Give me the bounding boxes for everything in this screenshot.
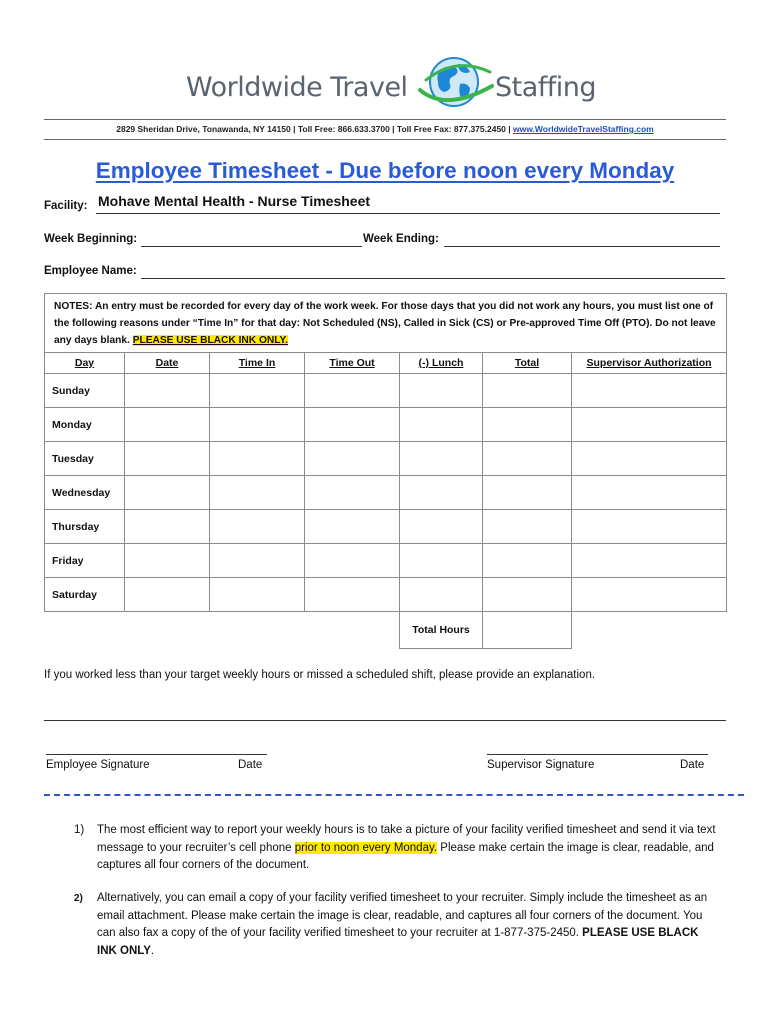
day-label: Tuesday [45, 442, 125, 476]
day-label: Thursday [45, 510, 125, 544]
total-cell[interactable] [483, 374, 572, 408]
supervisor-cell[interactable] [572, 408, 727, 442]
instruction-1-highlight: prior to noon every Monday. [294, 841, 438, 854]
instruction-2-bold: PLEASE USE BLACK INK ONLY [97, 927, 699, 957]
table-row [45, 374, 727, 408]
instruction-2 [97, 890, 719, 960]
total-cell[interactable] [483, 476, 572, 510]
time-in-cell[interactable] [210, 544, 305, 578]
day-label: Monday [45, 408, 125, 442]
supervisor-cell[interactable] [572, 578, 727, 612]
supervisor-signature-label: Supervisor Signature [487, 759, 595, 771]
col-header-date: Date [125, 353, 210, 374]
total-cell[interactable] [483, 442, 572, 476]
website-link[interactable]: www.WorldwideTravelStaffing.com [513, 124, 654, 134]
instruction-2-end: . [150, 944, 155, 957]
time-out-cell[interactable] [305, 578, 400, 612]
lunch-cell[interactable] [400, 442, 483, 476]
table-row [45, 408, 727, 442]
week-ending-label: Week Ending: [363, 233, 439, 245]
date-cell[interactable] [125, 510, 210, 544]
total-hours-label: Total Hours [400, 612, 483, 649]
dashed-divider [44, 794, 744, 796]
table-row [45, 578, 727, 612]
table-row [45, 544, 727, 578]
time-in-cell[interactable] [210, 374, 305, 408]
date-cell[interactable] [125, 544, 210, 578]
day-label: Saturday [45, 578, 125, 612]
instruction-1 [97, 822, 719, 875]
employee-name-label: Employee Name: [44, 265, 137, 277]
day-label: Friday [45, 544, 125, 578]
col-header-lunch: (-) Lunch [400, 353, 483, 374]
table-row [45, 442, 727, 476]
total-hours-value[interactable] [483, 612, 572, 649]
timesheet-table [44, 293, 727, 649]
lunch-cell[interactable] [400, 544, 483, 578]
time-in-cell[interactable] [210, 510, 305, 544]
table-row [45, 510, 727, 544]
date-cell[interactable] [125, 476, 210, 510]
col-header-total: Total [483, 353, 572, 374]
total-spacer-right [572, 612, 727, 649]
brand-right: Staffing [495, 72, 597, 103]
time-out-cell[interactable] [305, 408, 400, 442]
week-ending-field[interactable] [444, 231, 720, 247]
time-out-cell[interactable] [305, 442, 400, 476]
time-in-cell[interactable] [210, 476, 305, 510]
total-spacer [45, 612, 400, 649]
instruction-1-number: 1) [74, 824, 85, 836]
address-text: 2829 Sheridan Drive, Tonawanda, NY 14150 | Toll Free: 866.633.3700 | Toll Free Fax: 877.375.2450 | [116, 124, 513, 134]
col-header-day: Day [45, 353, 125, 374]
total-hours-row [45, 612, 727, 649]
supervisor-signature-line[interactable] [487, 740, 708, 755]
explanation-prompt: If you worked less than your target weekly hours or missed a scheduled shift, please provide an explanation. [44, 669, 596, 681]
time-in-cell[interactable] [210, 578, 305, 612]
notes-cell [45, 294, 727, 353]
facility-value[interactable]: Mohave Mental Health - Nurse Timesheet [98, 193, 371, 209]
employee-signature-line[interactable] [46, 740, 267, 755]
lunch-cell[interactable] [400, 578, 483, 612]
lunch-cell[interactable] [400, 510, 483, 544]
instruction-1-text-b: Please make certain the image is clear, readable, and captures all four corners of the document. [97, 841, 714, 871]
lunch-cell[interactable] [400, 476, 483, 510]
date-cell[interactable] [125, 374, 210, 408]
date-cell[interactable] [125, 408, 210, 442]
date-cell[interactable] [125, 578, 210, 612]
lunch-cell[interactable] [400, 374, 483, 408]
time-out-cell[interactable] [305, 510, 400, 544]
table-header-row [45, 353, 727, 374]
address-line [0, 124, 770, 134]
supervisor-cell[interactable] [572, 544, 727, 578]
supervisor-cell[interactable] [572, 510, 727, 544]
col-header-time-in: Time In [210, 353, 305, 374]
supervisor-cell[interactable] [572, 442, 727, 476]
supervisor-date-label: Date [680, 759, 705, 771]
date-cell[interactable] [125, 442, 210, 476]
notes-highlight: PLEASE USE BLACK INK ONLY. [132, 334, 289, 346]
col-header-supervisor: Supervisor Authorization [572, 353, 727, 374]
total-cell[interactable] [483, 578, 572, 612]
week-beginning-label: Week Beginning: [44, 233, 138, 245]
header-rule-top [44, 119, 726, 120]
time-in-cell[interactable] [210, 442, 305, 476]
employee-date-label: Date [238, 759, 263, 771]
day-label: Sunday [45, 374, 125, 408]
table-row [45, 476, 727, 510]
supervisor-cell[interactable] [572, 374, 727, 408]
total-cell[interactable] [483, 510, 572, 544]
employee-signature-label: Employee Signature [46, 759, 150, 771]
employee-name-field[interactable] [141, 263, 725, 279]
time-out-cell[interactable] [305, 476, 400, 510]
facility-label: Facility: [44, 200, 88, 212]
day-label: Wednesday [45, 476, 125, 510]
lunch-cell[interactable] [400, 408, 483, 442]
instruction-1-text-a: The most efficient way to report your weekly hours is to take a picture of your facility verified timesheet and send it via text message to your recruiter’s cell phone [97, 824, 716, 854]
total-cell[interactable] [483, 408, 572, 442]
supervisor-cell[interactable] [572, 476, 727, 510]
col-header-time-out: Time Out [305, 353, 400, 374]
notes-text: NOTES: An entry must be recorded for every day of the work week. For those days that you did not work any hours, you must list one of the following reasons under “Time In” for that day: Not Scheduled (NS), Called in Sick (CS) or Pre-approved Time Off (PTO). Do not leave any days blank. [54, 300, 716, 346]
total-cell[interactable] [483, 544, 572, 578]
instruction-2-number: 2) [74, 893, 83, 904]
time-out-cell[interactable] [305, 374, 400, 408]
brand-left: Worldwide Travel [186, 72, 408, 103]
globe-icon [416, 50, 496, 120]
instruction-2-text: Alternatively, you can email a copy of your facility verified timesheet to your recruiter. Simply include the timesheet as an email attachment. Please make certain the image is clear, readable, and captures all four corners of the document. You can also fax a copy of the of your facility verified timesheet to your recruiter at 1-877-375-2450. [97, 892, 708, 939]
explanation-field[interactable] [44, 705, 726, 721]
header-rule-bottom [44, 139, 726, 140]
page-title: Employee Timesheet - Due before noon every Monday [95, 158, 675, 183]
time-in-cell[interactable] [210, 408, 305, 442]
time-out-cell[interactable] [305, 544, 400, 578]
week-beginning-field[interactable] [141, 231, 362, 247]
